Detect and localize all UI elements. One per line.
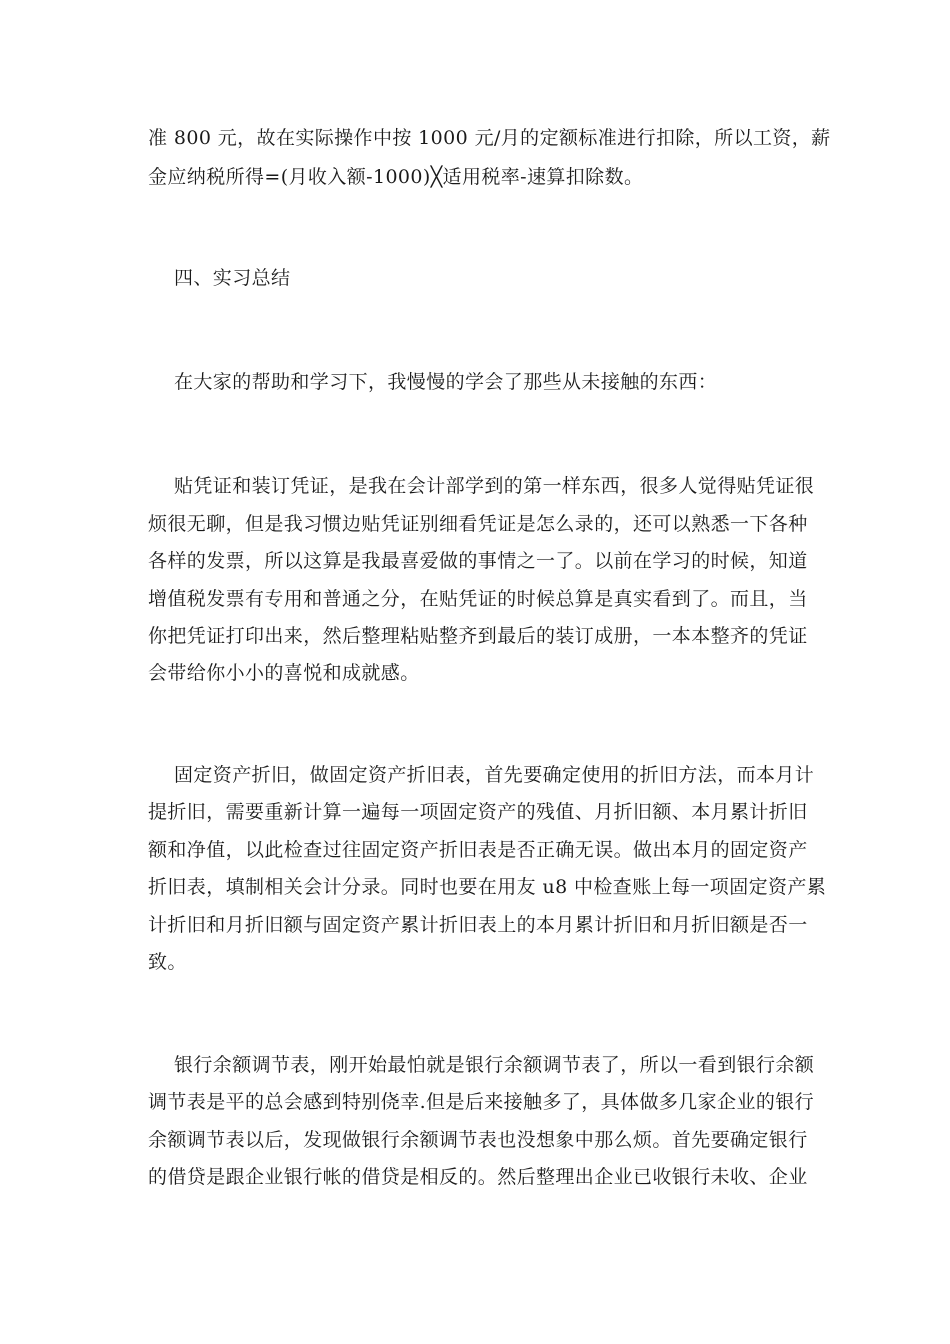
paragraph-1-line-1: 贴凭证和装订凭证，是我在会计部学到的第一样东西，很多人觉得贴凭证很 bbox=[174, 475, 815, 497]
paragraph-2-line-3: 额和净值，以此检查过往固定资产折旧表是否正确无误。做出本月的固定资产 bbox=[148, 839, 808, 861]
paragraph-1-line-2: 烦很无聊，但是我习惯边贴凭证别细看凭证是怎么录的，还可以熟悉一下各种 bbox=[148, 513, 808, 535]
paragraph-1-line-5: 你把凭证打印出来，然后整理粘贴整齐到最后的装订成册，一本本整齐的凭证 bbox=[148, 625, 808, 647]
paragraph-2-line-1: 固定资产折旧，做固定资产折旧表，首先要确定使用的折旧方法，而本月计 bbox=[174, 764, 815, 786]
paragraph-1-line-6: 会带给你小小的喜悦和成就感。 bbox=[148, 662, 420, 684]
paragraph-2-line-6: 致。 bbox=[148, 951, 187, 973]
section-heading: 四、实习总结 bbox=[174, 267, 291, 289]
paragraph-1-line-4: 增值税发票有专用和普通之分，在贴凭证的时候总算是真实看到了。而且，当 bbox=[148, 588, 808, 610]
paragraph-2-line-5: 计折旧和月折旧额与固定资产累计折旧表上的本月累计折旧和月折旧额是否一 bbox=[148, 914, 808, 936]
intro-line-2: 金应纳税所得=(月收入额-1000)╳适用税率-速算扣除数。 bbox=[148, 166, 644, 188]
paragraph-3-line-1: 银行余额调节表，刚开始最怕就是银行余额调节表了，所以一看到银行余额 bbox=[174, 1054, 815, 1076]
intro-line-1: 准 800 元，故在实际操作中按 1000 元/月的定额标准进行扣除，所以工资，薪 bbox=[148, 127, 831, 149]
paragraph-2-line-4: 折旧表，填制相关会计分录。同时也要在用友 u8 中检查账上每一项固定资产累 bbox=[148, 876, 827, 898]
lead-paragraph: 在大家的帮助和学习下，我慢慢的学会了那些从未接触的东西： bbox=[174, 371, 718, 393]
paragraph-3-line-4: 的借贷是跟企业银行帐的借贷是相反的。然后整理出企业已收银行未收、企业 bbox=[148, 1166, 808, 1188]
paragraph-2-line-2: 提折旧，需要重新计算一遍每一项固定资产的残值、月折旧额、本月累计折旧 bbox=[148, 801, 808, 823]
paragraph-3-line-3: 余额调节表以后，发现做银行余额调节表也没想象中那么烦。首先要确定银行 bbox=[148, 1129, 808, 1151]
paragraph-3-line-2: 调节表是平的总会感到特别侥幸.但是后来接触多了，具体做多几家企业的银行 bbox=[148, 1091, 815, 1113]
paragraph-1-line-3: 各样的发票，所以这算是我最喜爱做的事情之一了。以前在学习的时候，知道 bbox=[148, 550, 808, 572]
